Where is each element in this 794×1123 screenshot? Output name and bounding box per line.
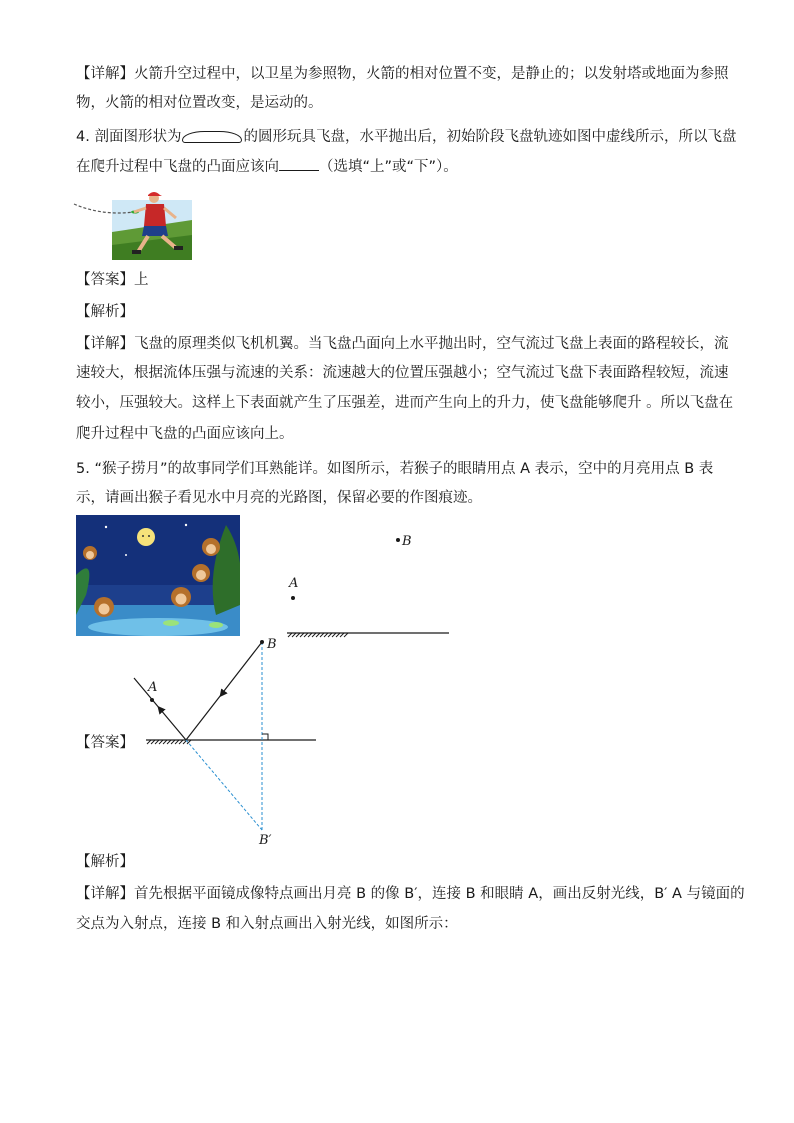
detail-4-line-1: 【详解】飞盘的原理类似飞机机翼。当飞盘凸面向上水平抛出时，空气流过飞盘上表面的路程较长，流 (76, 336, 729, 352)
detail-4-line-4: 爬升过程中飞盘的凸面应该向上。 (76, 426, 294, 442)
point-b-label: B (402, 534, 412, 549)
answer-point-a (150, 698, 154, 702)
detail-5-line-1: 【详解】首先根据平面镜成像特点画出月亮 B 的像 B′，连接 B 和眼睛 A，画出反射光线，B′ A 与镜面的 (76, 886, 745, 902)
answer-4: 【答案】上 (76, 272, 149, 288)
frisbee-cross-section-icon (182, 131, 242, 143)
question-5-diagram (270, 525, 470, 645)
explanation-line: 【详解】火箭升空过程中，以卫星为参照物，火箭的相对位置不变，是静止的；以发射塔或地面为参照 (76, 66, 729, 82)
point-a-label: A (289, 576, 299, 591)
answer-point-b (260, 640, 264, 644)
moon-icon (137, 528, 155, 546)
answer-blank (279, 156, 319, 171)
question-4-text-a: 4. 剖面图形状为 (76, 129, 182, 145)
detail-4-line-2: 速较大，根据流体压强与流速的关系：流速越大的位置压强越小；空气流过飞盘下表面路程较短，流速 (76, 365, 729, 381)
right-angle-mark (262, 734, 268, 740)
answer-point-b-label: B (267, 637, 277, 652)
analysis-heading-5: 【解析】 (76, 854, 134, 870)
analysis-heading-4: 【解析】 (76, 304, 134, 320)
question-4-line-1 (76, 127, 736, 147)
point-a-dot (291, 596, 295, 600)
image-construction-line (186, 740, 262, 830)
monkeys-catching-moon-illustration (76, 515, 240, 636)
answer-5-ray-diagram (130, 630, 330, 840)
answer-point-a-label: A (148, 680, 158, 695)
answer-5-label: 【答案】 (76, 735, 134, 751)
point-b-dot (396, 538, 400, 542)
frisbee-thrower-illustration (72, 190, 194, 262)
question-4-text-c: 在爬升过程中飞盘的凸面应该向 (76, 159, 279, 175)
explanation-line: 物，火箭的相对位置改变，是运动的。 (76, 95, 323, 111)
question-4-text-d: （选填“上”或“下”）。 (319, 159, 458, 175)
question-4-line-2 (76, 156, 458, 177)
question-4-text-b: 的圆形玩具飞盘，水平抛出后，初始阶段飞盘轨迹如图中虚线所示，所以飞盘 (243, 129, 737, 145)
incident-ray (186, 642, 262, 740)
question-5-line-1: 5. “猴子捞月”的故事同学们耳熟能详。如图所示，若猴子的眼睛用点 A 表示，空中的月亮用点 B 表 (76, 461, 714, 477)
question-5-line-2: 示，请画出猴子看见水中月亮的光路图，保留必要的作图痕迹。 (76, 490, 482, 506)
detail-4-line-3: 较小，压强较大。这样上下表面就产生了压强差，进而产生向上的升力，使飞盘能够爬升 。所以飞盘在 (76, 395, 734, 411)
answer-image-b-prime-label: B′ (259, 833, 272, 848)
detail-5-line-2: 交点为入射点，连接 B 和入射点画出入射光线，如图所示： (76, 916, 458, 932)
